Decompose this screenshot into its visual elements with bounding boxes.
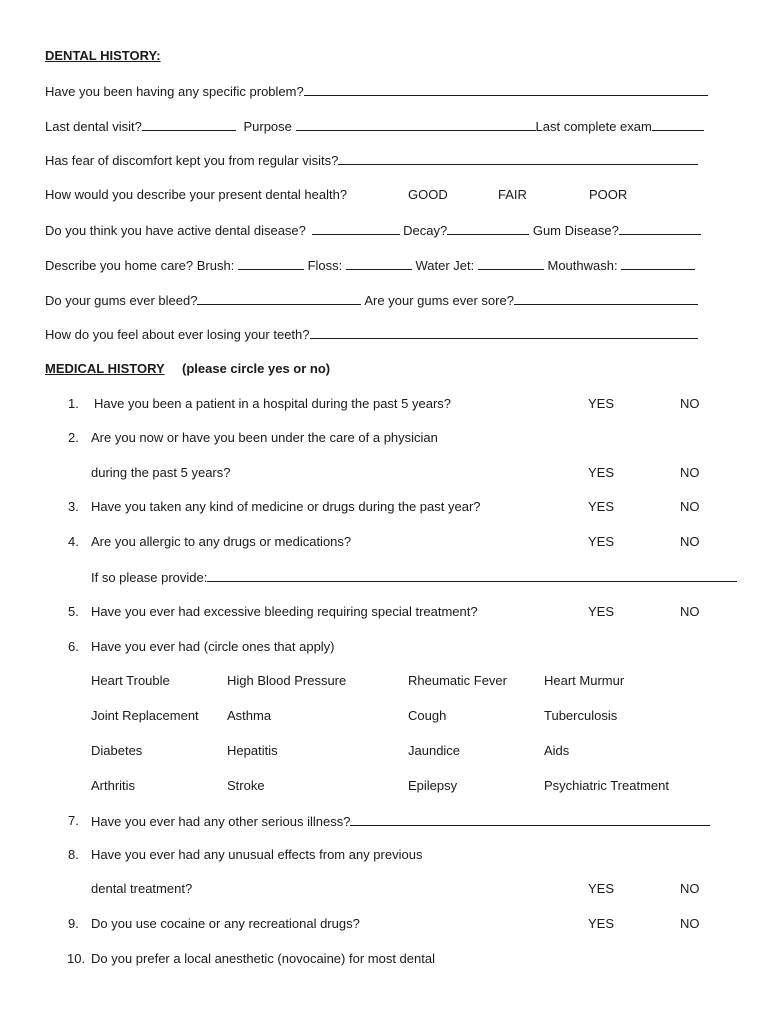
active-disease-field[interactable] — [312, 222, 400, 235]
purpose-field[interactable] — [296, 118, 536, 131]
specific-problem-field[interactable] — [304, 83, 708, 96]
q4-provide-label: If so please provide: — [91, 570, 208, 585]
water-jet-label: Water Jet: — [415, 258, 475, 273]
q1-text: Have you been a patient in a hospital during the past 5 years? — [94, 396, 452, 411]
q5-text: Have you ever had excessive bleeding requiring special treatment? — [91, 604, 478, 619]
fear-label: Has fear of discomfort kept you from regular visits? — [45, 153, 339, 168]
fear-field[interactable] — [338, 152, 698, 165]
q7-row — [91, 813, 710, 830]
q8-text: Have you ever had any unusual effects from any previous — [91, 847, 423, 862]
condition-item[interactable]: Cough — [408, 708, 447, 723]
q2-text-cont: during the past 5 years? — [91, 465, 231, 480]
condition-item[interactable]: Stroke — [227, 778, 265, 793]
q3-yes[interactable]: YES — [588, 499, 615, 514]
q1-no[interactable]: NO — [680, 396, 700, 411]
last-exam-field[interactable] — [652, 118, 704, 131]
gums-bleed-field[interactable] — [197, 292, 361, 305]
q9-number: 9. — [68, 916, 79, 931]
q5-no[interactable]: NO — [680, 604, 700, 619]
fear-row — [45, 152, 698, 169]
gum-disease-label: Gum Disease? — [532, 223, 619, 238]
losing-teeth-label: How do you feel about ever losing your teeth? — [45, 327, 310, 342]
q7-field[interactable] — [350, 813, 710, 826]
last-visit-field[interactable] — [142, 118, 236, 131]
condition-item[interactable]: Jaundice — [408, 743, 461, 758]
q2-number: 2. — [68, 430, 79, 445]
q2-no[interactable]: NO — [680, 465, 700, 480]
q9-text: Do you use cocaine or any recreational drugs? — [91, 916, 360, 931]
brush-field[interactable] — [238, 257, 304, 270]
condition-item[interactable]: Heart Murmur — [544, 673, 625, 688]
condition-item[interactable]: Tuberculosis — [544, 708, 618, 723]
q8-yes[interactable]: YES — [588, 881, 615, 896]
condition-item[interactable]: High Blood Pressure — [227, 673, 347, 688]
floss-label: Floss: — [307, 258, 343, 273]
q2-yes[interactable]: YES — [588, 465, 615, 480]
active-disease-row — [45, 222, 701, 239]
purpose-label: Purpose — [243, 119, 292, 134]
condition-item[interactable]: Hepatitis — [227, 743, 278, 758]
condition-item[interactable]: Epilepsy — [408, 778, 458, 793]
losing-teeth-field[interactable] — [310, 326, 698, 339]
q5-yes[interactable]: YES — [588, 604, 615, 619]
q1-yes[interactable]: YES — [588, 396, 615, 411]
losing-teeth-row — [45, 326, 698, 343]
active-disease-label: Do you think you have active dental disease? — [45, 223, 306, 238]
gum-disease-field[interactable] — [619, 222, 701, 235]
home-care-row — [45, 257, 695, 274]
q7-text: Have you ever had any other serious illness? — [91, 814, 351, 829]
option-fair[interactable]: FAIR — [498, 187, 527, 202]
q1-number: 1. — [68, 396, 79, 411]
condition-item[interactable]: Aids — [544, 743, 570, 758]
medical-history-heading: MEDICAL HISTORY — [45, 361, 165, 376]
q3-number: 3. — [68, 499, 79, 514]
gums-bleed-label: Do your gums ever bleed? — [45, 293, 198, 308]
gums-sore-label: Are your gums ever sore? — [364, 293, 514, 308]
floss-field[interactable] — [346, 257, 412, 270]
medical-instruction: (please circle yes or no) — [182, 361, 331, 376]
brush-label: Describe you home care? Brush: — [45, 258, 235, 273]
q3-text: Have you taken any kind of medicine or drugs during the past year? — [91, 499, 481, 514]
dental-history-heading: DENTAL HISTORY: — [45, 48, 161, 63]
decay-label: Decay? — [403, 223, 448, 238]
q10-text: Do you prefer a local anesthetic (novocaine) for most dental — [91, 951, 435, 966]
q4-provide-row — [91, 569, 737, 586]
q8-number: 8. — [68, 847, 79, 862]
q7-number: 7. — [68, 813, 79, 828]
mouthwash-label: Mouthwash: — [547, 258, 618, 273]
dental-health-label: How would you describe your present dental health? — [45, 187, 348, 202]
last-visit-label: Last dental visit? — [45, 119, 142, 134]
water-jet-field[interactable] — [478, 257, 544, 270]
option-good[interactable]: GOOD — [408, 187, 448, 202]
q8-no[interactable]: NO — [680, 881, 700, 896]
q3-no[interactable]: NO — [680, 499, 700, 514]
q10-number: 10. — [67, 951, 86, 966]
condition-item[interactable]: Rheumatic Fever — [408, 673, 507, 688]
condition-item[interactable]: Psychiatric Treatment — [544, 778, 669, 793]
last-visit-row — [45, 118, 704, 135]
q6-number: 6. — [68, 639, 79, 654]
condition-item[interactable]: Arthritis — [91, 778, 136, 793]
last-exam-label: Last complete exam — [535, 119, 652, 134]
q6-text: Have you ever had (circle ones that apply) — [91, 639, 335, 654]
specific-problem-row — [45, 83, 708, 100]
decay-field[interactable] — [447, 222, 529, 235]
gums-row — [45, 292, 698, 309]
q9-yes[interactable]: YES — [588, 916, 615, 931]
q4-text: Are you allergic to any drugs or medications? — [91, 534, 352, 549]
mouthwash-field[interactable] — [621, 257, 695, 270]
condition-item[interactable]: Asthma — [227, 708, 272, 723]
q4-yes[interactable]: YES — [588, 534, 615, 549]
specific-problem-label: Have you been having any specific problem? — [45, 84, 304, 99]
q9-no[interactable]: NO — [680, 916, 700, 931]
condition-item[interactable]: Diabetes — [91, 743, 143, 758]
option-poor[interactable]: POOR — [589, 187, 628, 202]
q4-provide-field[interactable] — [207, 569, 737, 582]
q4-no[interactable]: NO — [680, 534, 700, 549]
q4-number: 4. — [68, 534, 79, 549]
q5-number: 5. — [68, 604, 79, 619]
q8-text-cont: dental treatment? — [91, 881, 193, 896]
gums-sore-field[interactable] — [514, 292, 698, 305]
condition-item[interactable]: Heart Trouble — [91, 673, 170, 688]
q2-text: Are you now or have you been under the care of a physician — [91, 430, 438, 445]
condition-item[interactable]: Joint Replacement — [91, 708, 199, 723]
